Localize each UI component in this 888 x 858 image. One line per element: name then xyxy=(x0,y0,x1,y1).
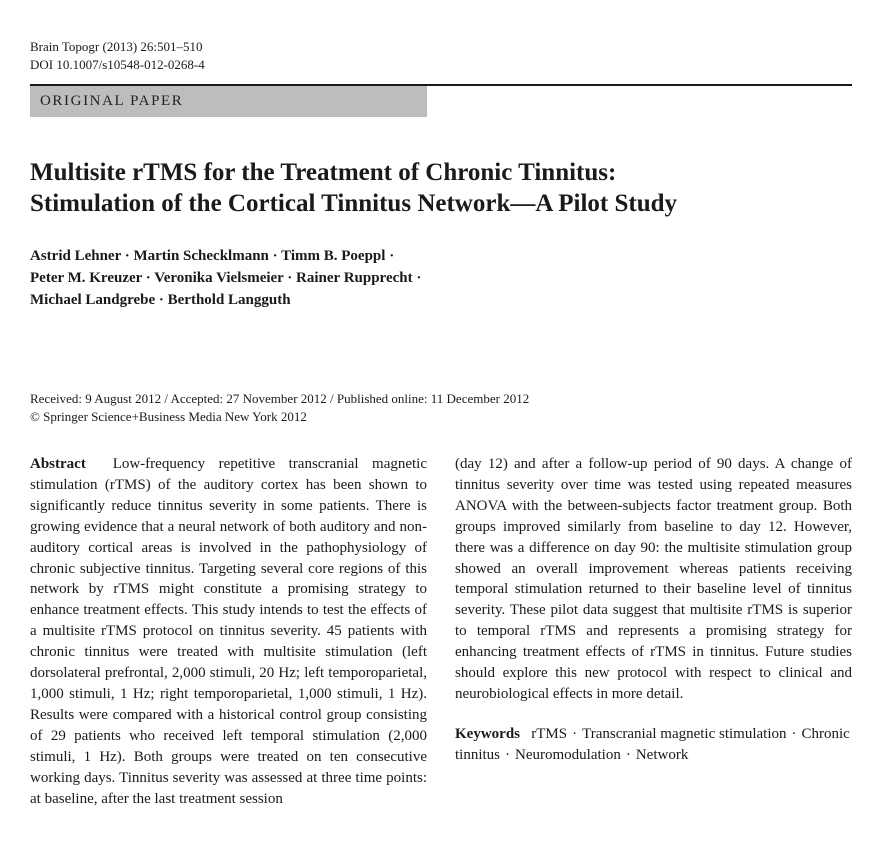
doi[interactable]: DOI 10.1007/s10548-012-0268-4 xyxy=(30,57,205,72)
journal-header xyxy=(30,38,205,74)
section-label: ORIGINAL PAPER xyxy=(30,86,427,117)
keyword-item: Neuromodulation xyxy=(515,746,621,763)
abstract-column-right xyxy=(455,454,852,766)
keyword-item: Chronic tinnitus xyxy=(455,725,850,763)
keyword-item: Network xyxy=(635,746,689,763)
copyright-notice: © Springer Science+Business Media New York 2012 xyxy=(30,409,307,424)
abstract-text-part-2: (day 12) and after a follow-up period of 90 days. A change of tinnitus severity over time was tested using repeated measures ANOVA with the between-subjects factor treatment group. Both groups improved similarly from baseline to day 12. However, there was a difference on day 90: the multisite stimulation group showed an overall improvement whereas patients receiving temporal stimulation returned to their baseline level of tinnitus severity. These pilot data suggest that multisite rTMS is superior to temporal rTMS and represents a promising strategy for enhancing treatment effects of rTMS in tinnitus. Future studies should explore this new protocol with respect to clinical and neurobiological effects in more detail. xyxy=(455,456,852,702)
author-line-3: Michael Landgrebe · Berthold Langguth xyxy=(30,292,291,308)
publication-history: Received: 9 August 2012 / Accepted: 27 November 2012 / Published online: 11 December 2012 xyxy=(30,391,530,406)
keyword-item: Transcranial magnetic stimulation xyxy=(582,725,787,742)
keyword-item: rTMS xyxy=(531,725,568,742)
keywords xyxy=(455,724,852,766)
paper-title xyxy=(30,157,860,219)
journal-citation: Brain Topogr (2013) 26:501–510 xyxy=(30,39,203,54)
keyword-separator: · xyxy=(505,746,511,763)
author-line-2: Peter M. Kreuzer · Veronika Vielsmeier · Rainer Rupprecht · xyxy=(30,270,422,286)
keyword-separator: · xyxy=(625,746,631,763)
keyword-separator: · xyxy=(791,725,797,742)
author-list xyxy=(30,245,421,311)
keyword-separator: · xyxy=(572,725,578,742)
keywords-heading: Keywords xyxy=(455,725,520,742)
abstract-heading: Abstract xyxy=(30,456,86,472)
abstract-text-part-1: Low-frequency repetitive transcranial magnetic stimulation (rTMS) of the auditory cortex has been shown to significantly reduce tinnitus severity in some patients. There is growing evidence that a neural network of both auditory and non-auditory cortical areas is involved in the pathophysiology of chronic subjective tinnitus. Targeting several core regions of this network by rTMS might constitute a promising strategy to enhance treatment effects. This study intends to test the effects of a multisite rTMS protocol on tinnitus severity. 45 patients with chronic tinnitus were treated with multisite stimulation (left dorsolateral prefrontal, 2,000 stimuli, 20 Hz; left temporoparietal, 1,000 stimuli, 1 Hz; right temporoparietal, 1,000 stimuli, 1 Hz). Results were compared with a historical control group consisting of 29 patients who received left temporal stimulation (2,000 stimuli, 1 Hz). Both groups were treated on ten consecutive working days. Tinnitus severity was assessed at three time points: at baseline, after the last treatment session xyxy=(30,456,428,807)
abstract-paragraph xyxy=(30,454,427,809)
author-line-1: Astrid Lehner · Martin Schecklmann · Timm B. Poeppl · xyxy=(30,248,395,264)
publication-dates xyxy=(30,390,529,426)
abstract-column-left xyxy=(30,454,427,809)
title-line-2: Stimulation of the Cortical Tinnitus Network—A Pilot Study xyxy=(30,190,678,217)
title-line-1: Multisite rTMS for the Treatment of Chronic Tinnitus: xyxy=(30,159,617,186)
